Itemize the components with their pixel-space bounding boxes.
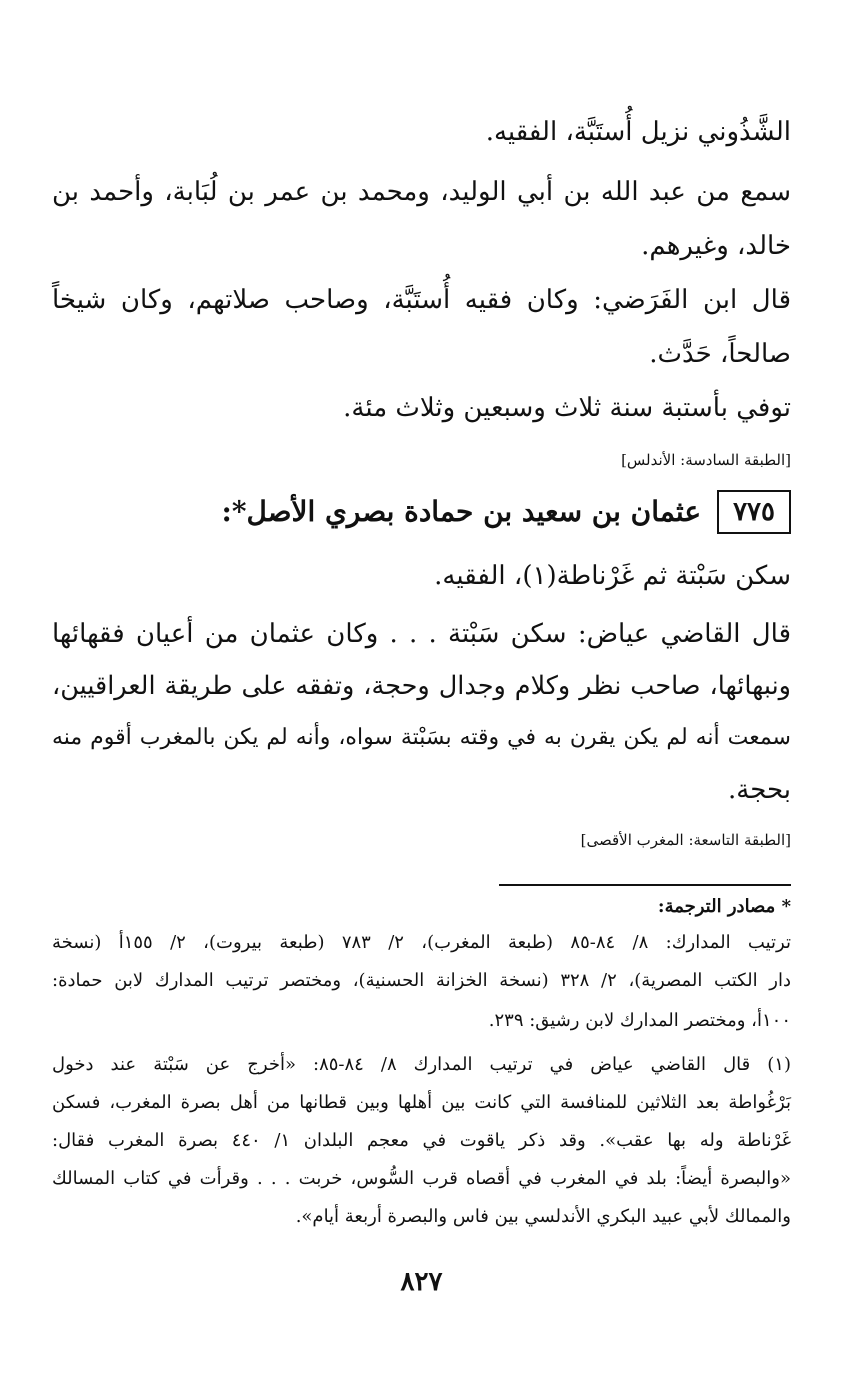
tier-note: [الطبقة السادسة: الأندلس]: [621, 451, 791, 469]
entry-number: ٧٧٥: [717, 490, 791, 534]
entry-line: بحجة.: [727, 775, 791, 805]
entry-heading: [222, 490, 791, 534]
sources-heading: * مصادر الترجمة:: [657, 896, 791, 917]
entry-title: عثمان بن سعيد بن حمادة بصري الأصل*:: [221, 495, 702, 528]
entry-prev-line: الشَّذُوني نزيل أُستَبَّة، الفقيه.: [485, 117, 791, 147]
entry-prev-line: سمع من عبد الله بن أبي الوليد، ومحمد بن عمر بن لُبَابة، وأحمد بن: [52, 177, 791, 207]
footnote-line: والممالك لأبي عبيد البكري الأندلسي بين فاس والبصرة أربعة أيام».: [295, 1206, 791, 1227]
footnote-line: غَرْناطة وله بها عقب». وقد ذكر ياقوت في معجم البلدان ١/ ٤٤٠ بصرة المغرب فقال:: [52, 1130, 791, 1151]
page-number: ٨٢٧: [400, 1267, 443, 1297]
entry-prev-line: توفي بأستبة سنة ثلاث وسبعين وثلاث مئة.: [343, 393, 791, 423]
entry-prev-line: صالحاً، حَدَّث.: [649, 339, 791, 369]
footnote-separator: [499, 884, 791, 886]
footnote-line: (١) قال القاضي عياض في ترتيب المدارك ٨/ ٨٤-٨٥: «أخرج عن سَبْتة عند دخول: [52, 1054, 791, 1075]
entry-prev-line: خالد، وغيرهم.: [641, 231, 791, 261]
entry-line: ونبهائها، صاحب نظر وكلام وجدال وحجة، وتفقه على طريقة العراقيين،: [52, 671, 791, 701]
sources-line: دار الكتب المصرية)، ٢/ ٣٢٨ (نسخة الخزانة الحسنية)، ومختصر ترتيب المدارك لابن حمادة:: [52, 970, 791, 991]
entry-line: سكن سَبْتة ثم غَرْناطة(١)، الفقيه.: [434, 561, 791, 591]
footnote-line: بَرْغُواطة بعد الثلاثين للمنافسة التي كانت بين أهلها وبين قطانها من أهل بصرة المغرب، فسكن: [52, 1092, 791, 1113]
entry-line: سمعت أنه لم يكن يقرن به في وقته بسَبْتة سواه، وأنه لم يكن بالمغرب أقوم منه: [52, 725, 791, 750]
tier-note: [الطبقة التاسعة: المغرب الأقصى]: [580, 831, 791, 849]
footnote-line: «والبصرة أيضاً: بلد في المغرب في أقصاه قرب السُّوس، خربت . . . وقرأت في كتاب المسالك: [52, 1168, 791, 1189]
sources-line: ١٠٠أ، ومختصر المدارك لابن رشيق: ٢٣٩.: [488, 1010, 791, 1031]
entry-prev-line: قال ابن الفَرَضي: وكان فقيه أُستَبَّة، وصاحب صلاتهم، وكان شيخاً: [52, 285, 791, 315]
entry-line: قال القاضي عياض: سكن سَبْتة . . . وكان عثمان من أعيان فقهائها: [52, 619, 791, 649]
sources-line: ترتيب المدارك: ٨/ ٨٤-٨٥ (طبعة المغرب)، ٢/ ٧٨٣ (طبعة بيروت)، ٢/ ١٥٥أ (نسخة: [52, 932, 791, 953]
